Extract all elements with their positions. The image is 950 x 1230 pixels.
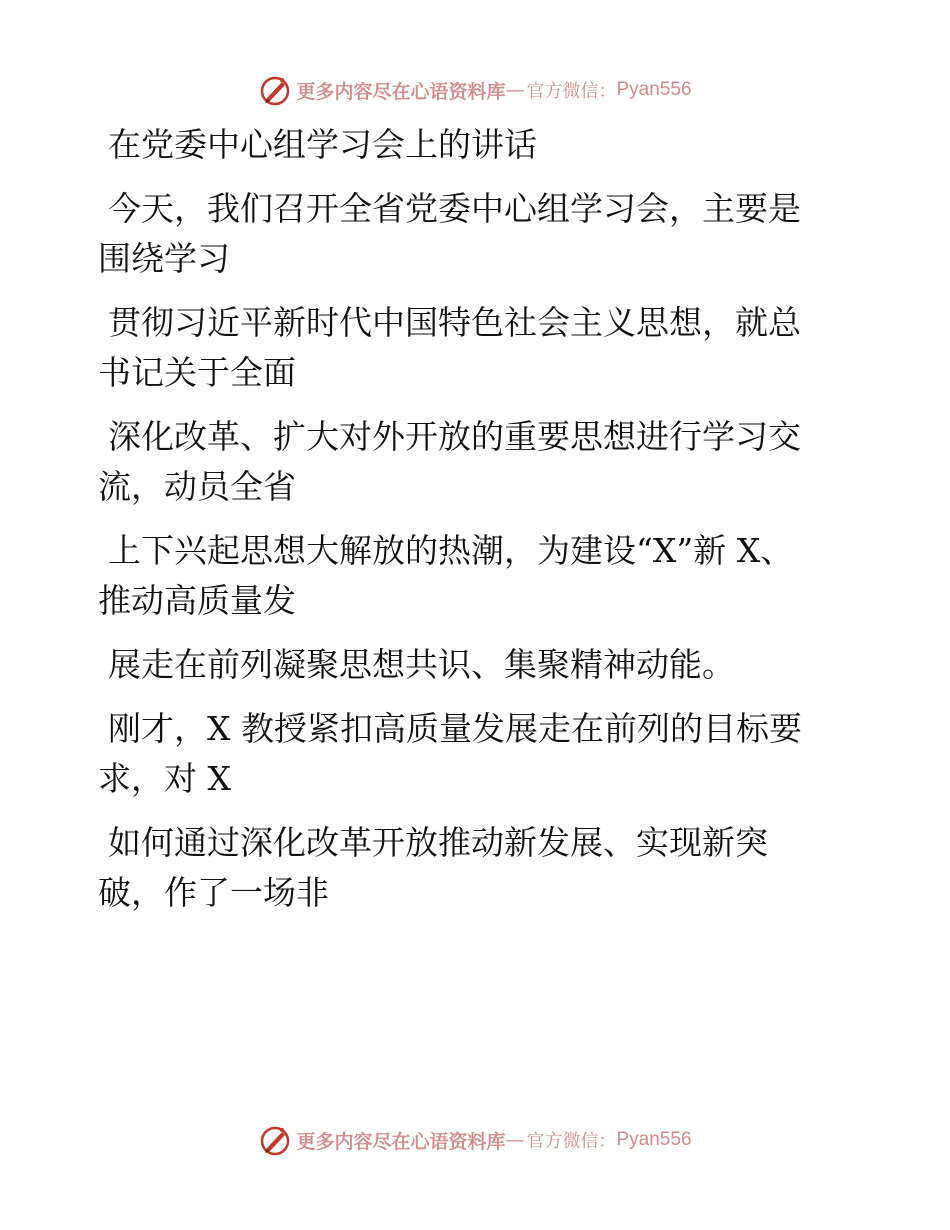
paragraph xyxy=(98,818,838,918)
paragraph xyxy=(98,640,838,690)
watermark-footer xyxy=(0,1120,950,1160)
paragraph xyxy=(98,526,838,626)
paragraph-line: 破，作了一场非 xyxy=(98,873,329,912)
paragraph-line: 书记关于全面 xyxy=(98,353,296,392)
paragraph-line: 展走在前列凝聚思想共识、集聚精神动能。 xyxy=(108,645,735,684)
paragraph-line: 围绕学习 xyxy=(98,239,230,278)
paragraph xyxy=(98,184,838,284)
watermark-wechat-label: 官方微信： xyxy=(526,81,617,102)
paragraph-line: 深化改革、扩大对外开放的重要思想进行学习交 xyxy=(108,417,801,456)
paragraph xyxy=(98,298,838,398)
watermark-wechat-id: Pyan556 xyxy=(616,1129,692,1150)
pen-in-circle-logo-icon xyxy=(258,1123,292,1157)
paragraph-line: 求，对 X xyxy=(98,759,231,798)
document-body xyxy=(98,120,838,918)
document-title: 在党委中心组学习会上的讲话 xyxy=(108,125,537,164)
watermark-text: 更多内容尽在心语资料库 xyxy=(296,80,506,103)
paragraph-line: 今天，我们召开全省党委中心组学习会，主要是 xyxy=(108,189,801,228)
paragraph-line: 贯彻习近平新时代中国特色社会主义思想，就总 xyxy=(108,303,801,342)
paragraph-line: 刚才，X 教授紧扣高质量发展走在前列的目标要 xyxy=(108,709,802,748)
watermark-text: 更多内容尽在心语资料库 xyxy=(296,1130,506,1153)
watermark-header xyxy=(0,70,950,110)
paragraph-line: 如何通过深化改革开放推动新发展、实现新突 xyxy=(108,823,768,862)
watermark-separator: — xyxy=(505,79,525,101)
paragraph xyxy=(98,704,838,804)
paragraph-line: 流，动员全省 xyxy=(98,467,296,506)
paragraph xyxy=(98,412,838,512)
watermark-wechat-id: Pyan556 xyxy=(616,79,692,100)
watermark-separator: — xyxy=(505,1129,525,1151)
paragraph-line: 推动高质量发 xyxy=(98,581,296,620)
watermark-wechat-label: 官方微信： xyxy=(526,1131,617,1152)
paragraph-line: 上下兴起思想大解放的热潮，为建设“X”新 X、 xyxy=(108,531,794,570)
pen-in-circle-logo-icon xyxy=(258,73,292,107)
